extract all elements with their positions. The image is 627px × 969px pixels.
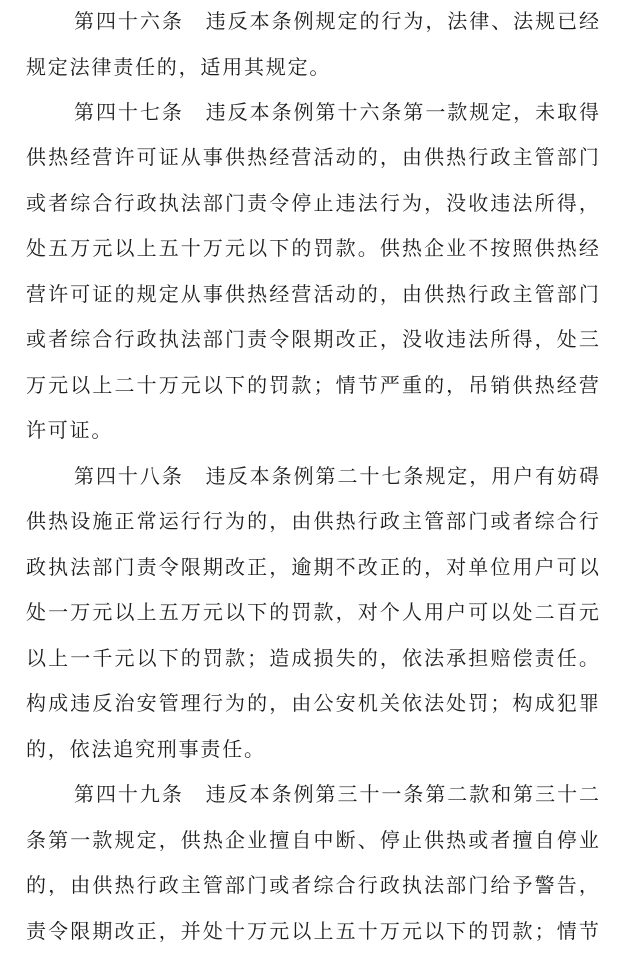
text-line: 供热经营许可证从事供热经营活动的，由供热行政主管部门 <box>26 145 601 169</box>
text-line: 第四十九条 违反本条例第三十一条第二款和第三十二 <box>74 782 601 806</box>
text-line: 供热设施正常运行行为的，由供热行政主管部门或者综合行 <box>26 509 601 533</box>
text-line: 政执法部门责令限期改正，逾期不改正的，对单位用户可以 <box>26 555 601 579</box>
text-line: 责令限期改正，并处十万元以上五十万元以下的罚款；情节 <box>26 919 601 943</box>
text-line: 万元以上二十万元以下的罚款；情节严重的，吊销供热经营 <box>26 373 601 397</box>
text-line: 第四十八条 违反本条例第二十七条规定，用户有妨碍 <box>74 464 601 488</box>
text-line: 营许可证的规定从事供热经营活动的，由供热行政主管部门 <box>26 282 601 306</box>
text-line: 许可证。 <box>26 418 114 442</box>
text-line: 第四十六条 违反本条例规定的行为，法律、法规已经 <box>74 9 601 33</box>
text-line: 以上一千元以下的罚款；造成损失的，依法承担赔偿责任。 <box>26 646 601 670</box>
text-line: 第四十七条 违反本条例第十六条第一款规定，未取得 <box>74 100 601 124</box>
text-line: 处五万元以上五十万元以下的罚款。供热企业不按照供热经 <box>26 236 601 260</box>
text-line: 构成违反治安管理行为的，由公安机关依法处罚；构成犯罪 <box>26 691 601 715</box>
text-line: 的，由供热行政主管部门或者综合行政执法部门给予警告， <box>26 873 601 897</box>
text-line: 规定法律责任的，适用其规定。 <box>26 55 332 79</box>
text-line: 的，依法追究刑事责任。 <box>26 737 266 761</box>
text-line: 处一万元以上五万元以下的罚款，对个人用户可以处二百元 <box>26 600 601 624</box>
text-line: 条第一款规定，供热企业擅自中断、停止供热或者擅自停业 <box>26 828 601 852</box>
text-line: 或者综合行政执法部门责令限期改正，没收违法所得，处三 <box>26 327 601 351</box>
text-line: 或者综合行政执法部门责令停止违法行为，没收违法所得， <box>26 191 601 215</box>
